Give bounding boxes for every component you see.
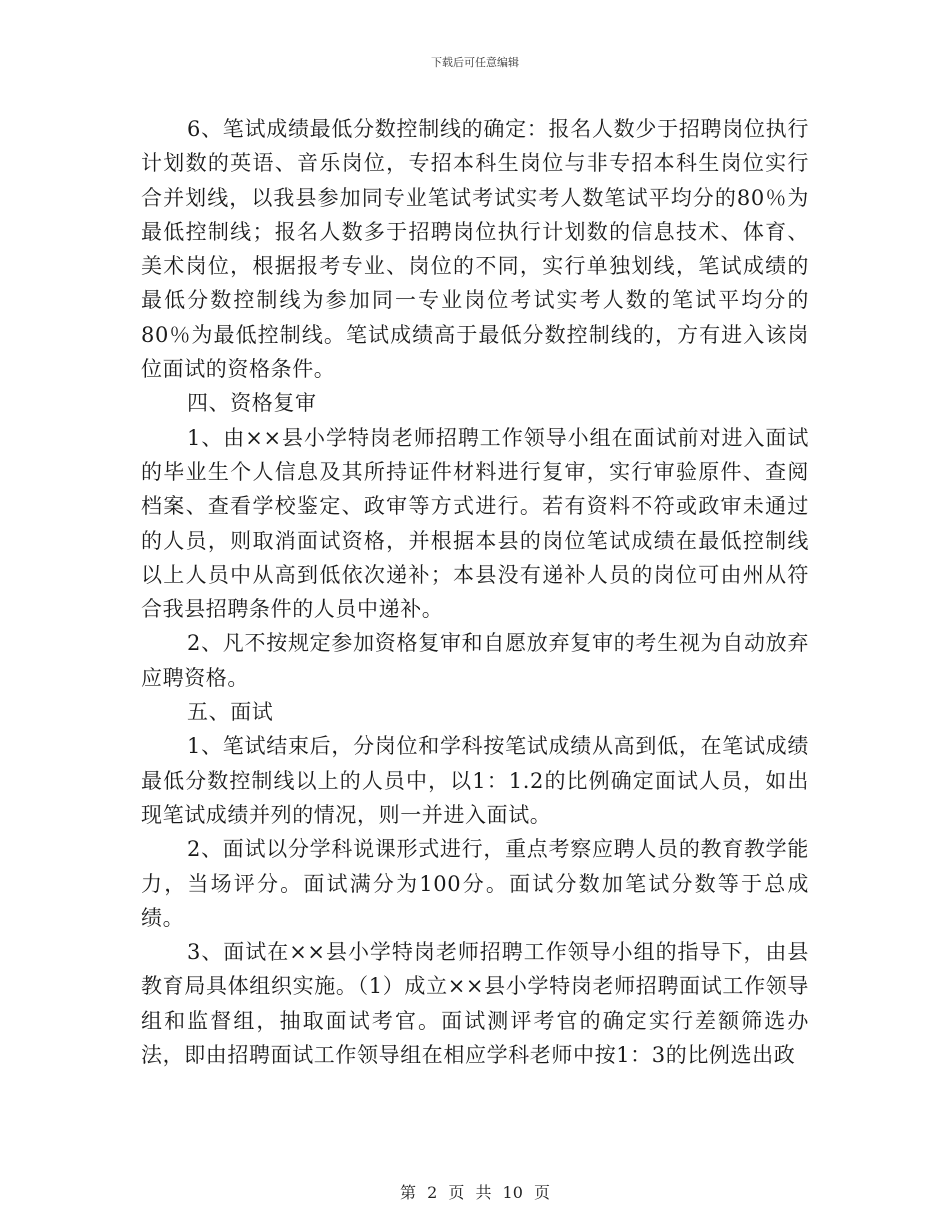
paragraph-interview-organization: 3、面试在××县小学特岗老师招聘工作领导小组的指导下，由县教育局具体组织实施。（1）成立××县小学特岗老师招聘面试工作领导组和监督组，抽取面试考官。面试测评考官的确定实行差额筛选办法，即由招聘面试工作领导组在相应学科老师中按1：3的比例选出政 [141,940,809,1068]
paragraph-interview-selection: 1、笔试结束后，分岗位和学科按笔试成绩从高到低，在笔试成绩最低分数控制线以上的人员中，以1：1.2的比例确定面试人员，如出现笔试成绩并列的情况，则一并进入面试。 [141,734,809,827]
paragraph-review-forfeit: 2、凡不按规定参加资格复审和自愿放弃复审的考生视为自动放弃应聘资格。 [141,631,809,690]
paragraph-review-process: 1、由××县小学特岗老师招聘工作领导小组在面试前对进入面试的毕业生个人信息及其所持证件材料进行复审，实行审验原件、查阅档案、查看学校鉴定、政审等方式进行。若有资料不符或政审未通过的人员，则取消面试资格，并根据本县的岗位笔试成绩在最低控制线以上人员中从高到低依次递补；本县没有递补人员的岗位可由州从符合我县招聘条件的人员中递补。 [141,425,809,622]
section-heading-qualification-review: 四、资格复审 [187,391,317,416]
paragraph-interview-format: 2、面试以分学科说课形式进行，重点考察应聘人员的教育教学能力，当场评分。面试满分为100分。面试分数加笔试分数等于总成绩。 [141,837,809,930]
paragraph-written-exam-cutoff: 6、笔试成绩最低分数控制线的确定：报名人数少于招聘岗位执行计划数的英语、音乐岗位，专招本科生岗位与非专招本科生岗位实行合并划线，以我县参加同专业笔试考试实考人数笔试平均分的80％为最低控制线；报名人数多于招聘岗位执行计划数的信息技术、体育、美术岗位，根据报考专业、岗位的不同，实行单独划线，笔试成绩的最低分数控制线为参加同一专业岗位考试实考人数的笔试平均分的80％为最低控制线。笔试成绩高于最低分数控制线的，方有进入该岗位面试的资格条件。 [141,117,809,382]
section-heading-interview: 五、面试 [187,700,274,725]
document-body [141,112,809,1072]
page-header-note: 下载后可任意编辑 [431,56,519,69]
page-number-footer: 第 2 页 共 10 页 [400,1183,550,1202]
